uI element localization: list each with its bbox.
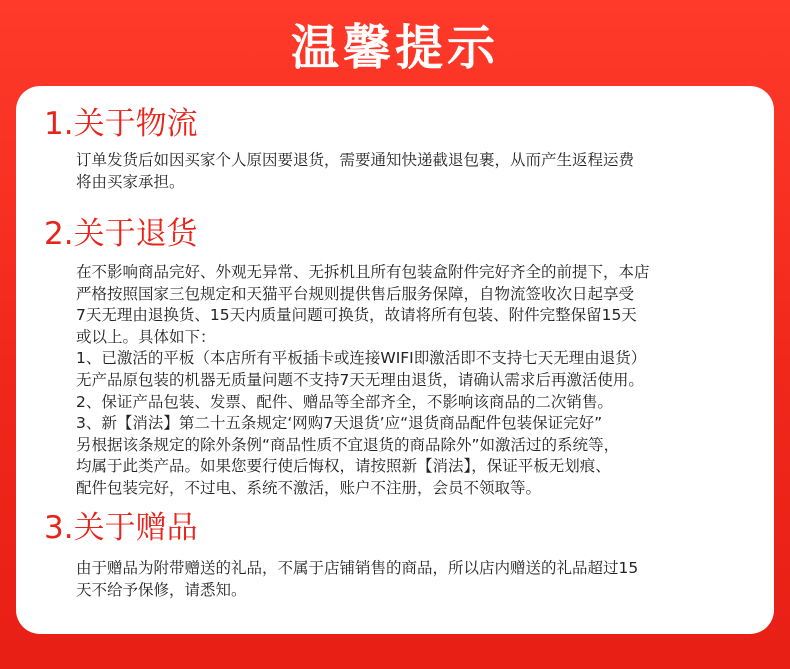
text-line: 订单发货后如因买家个人原因要退货，需要通知快递截退包裹，从而产生返程运费 bbox=[76, 151, 635, 169]
section-body-gifts bbox=[76, 558, 756, 601]
text-line: 1、已激活的平板（本店所有平板插卡或连接WIFI即激活即不支持七天无理由退货） bbox=[76, 349, 647, 368]
text-line: 7天无理由退换货、15天内质量问题可换货，故请将所有包装、附件完整保留15天 bbox=[76, 306, 637, 325]
text-line: 无产品原包装的机器无质量问题不支持7天无理由退货，请确认需求后再激活使用。 bbox=[76, 370, 644, 389]
text-line: 严格按照国家三包规定和天猫平台规则提供售后服务保障，自物流签收次日起享受 bbox=[76, 284, 635, 303]
text-line: 天不给予保修，请悉知。 bbox=[76, 580, 247, 599]
section-title-logistics: 1.关于物流 bbox=[44, 106, 198, 142]
text-line: 在不影响商品完好、外观无异常、无拆机且所有包装盒附件完好齐全的前提下，本店 bbox=[76, 263, 650, 281]
notice-card bbox=[16, 86, 774, 634]
text-line: 3、新【消法】第二十五条规定‘网购7天退货’应“退货商品配件包装保证完好” bbox=[76, 414, 603, 433]
section-title-returns: 2.关于退货 bbox=[44, 216, 198, 252]
text-line: 2、保证产品包装、发票、配件、赠品等全部齐全，不影响该商品的二次销售。 bbox=[76, 392, 613, 411]
section-body-returns bbox=[76, 262, 756, 500]
text-line: 均属于此类产品。如果您要行使后悔权，请按照新【消法】，保证平板无划痕、 bbox=[76, 457, 611, 476]
text-line: 另根据该条规定的除外条例“商品性质不宜退货的商品除外”如激活过的系统等， bbox=[76, 435, 620, 454]
section-body-logistics bbox=[76, 150, 756, 193]
section-title-gifts: 3.关于赠品 bbox=[44, 510, 198, 546]
text-line: 或以上。具体如下： bbox=[76, 327, 216, 346]
text-line: 配件包装完好，不过电、系统不激活，账户不注册，会员不领取等。 bbox=[76, 478, 542, 497]
text-line: 由于赠品为附带赠送的礼品，不属于店铺销售的商品，所以店内赠送的礼品超过15 bbox=[76, 559, 639, 577]
text-line: 将由买家承担。 bbox=[76, 172, 185, 191]
page-title: 温馨提示 bbox=[290, 20, 499, 76]
